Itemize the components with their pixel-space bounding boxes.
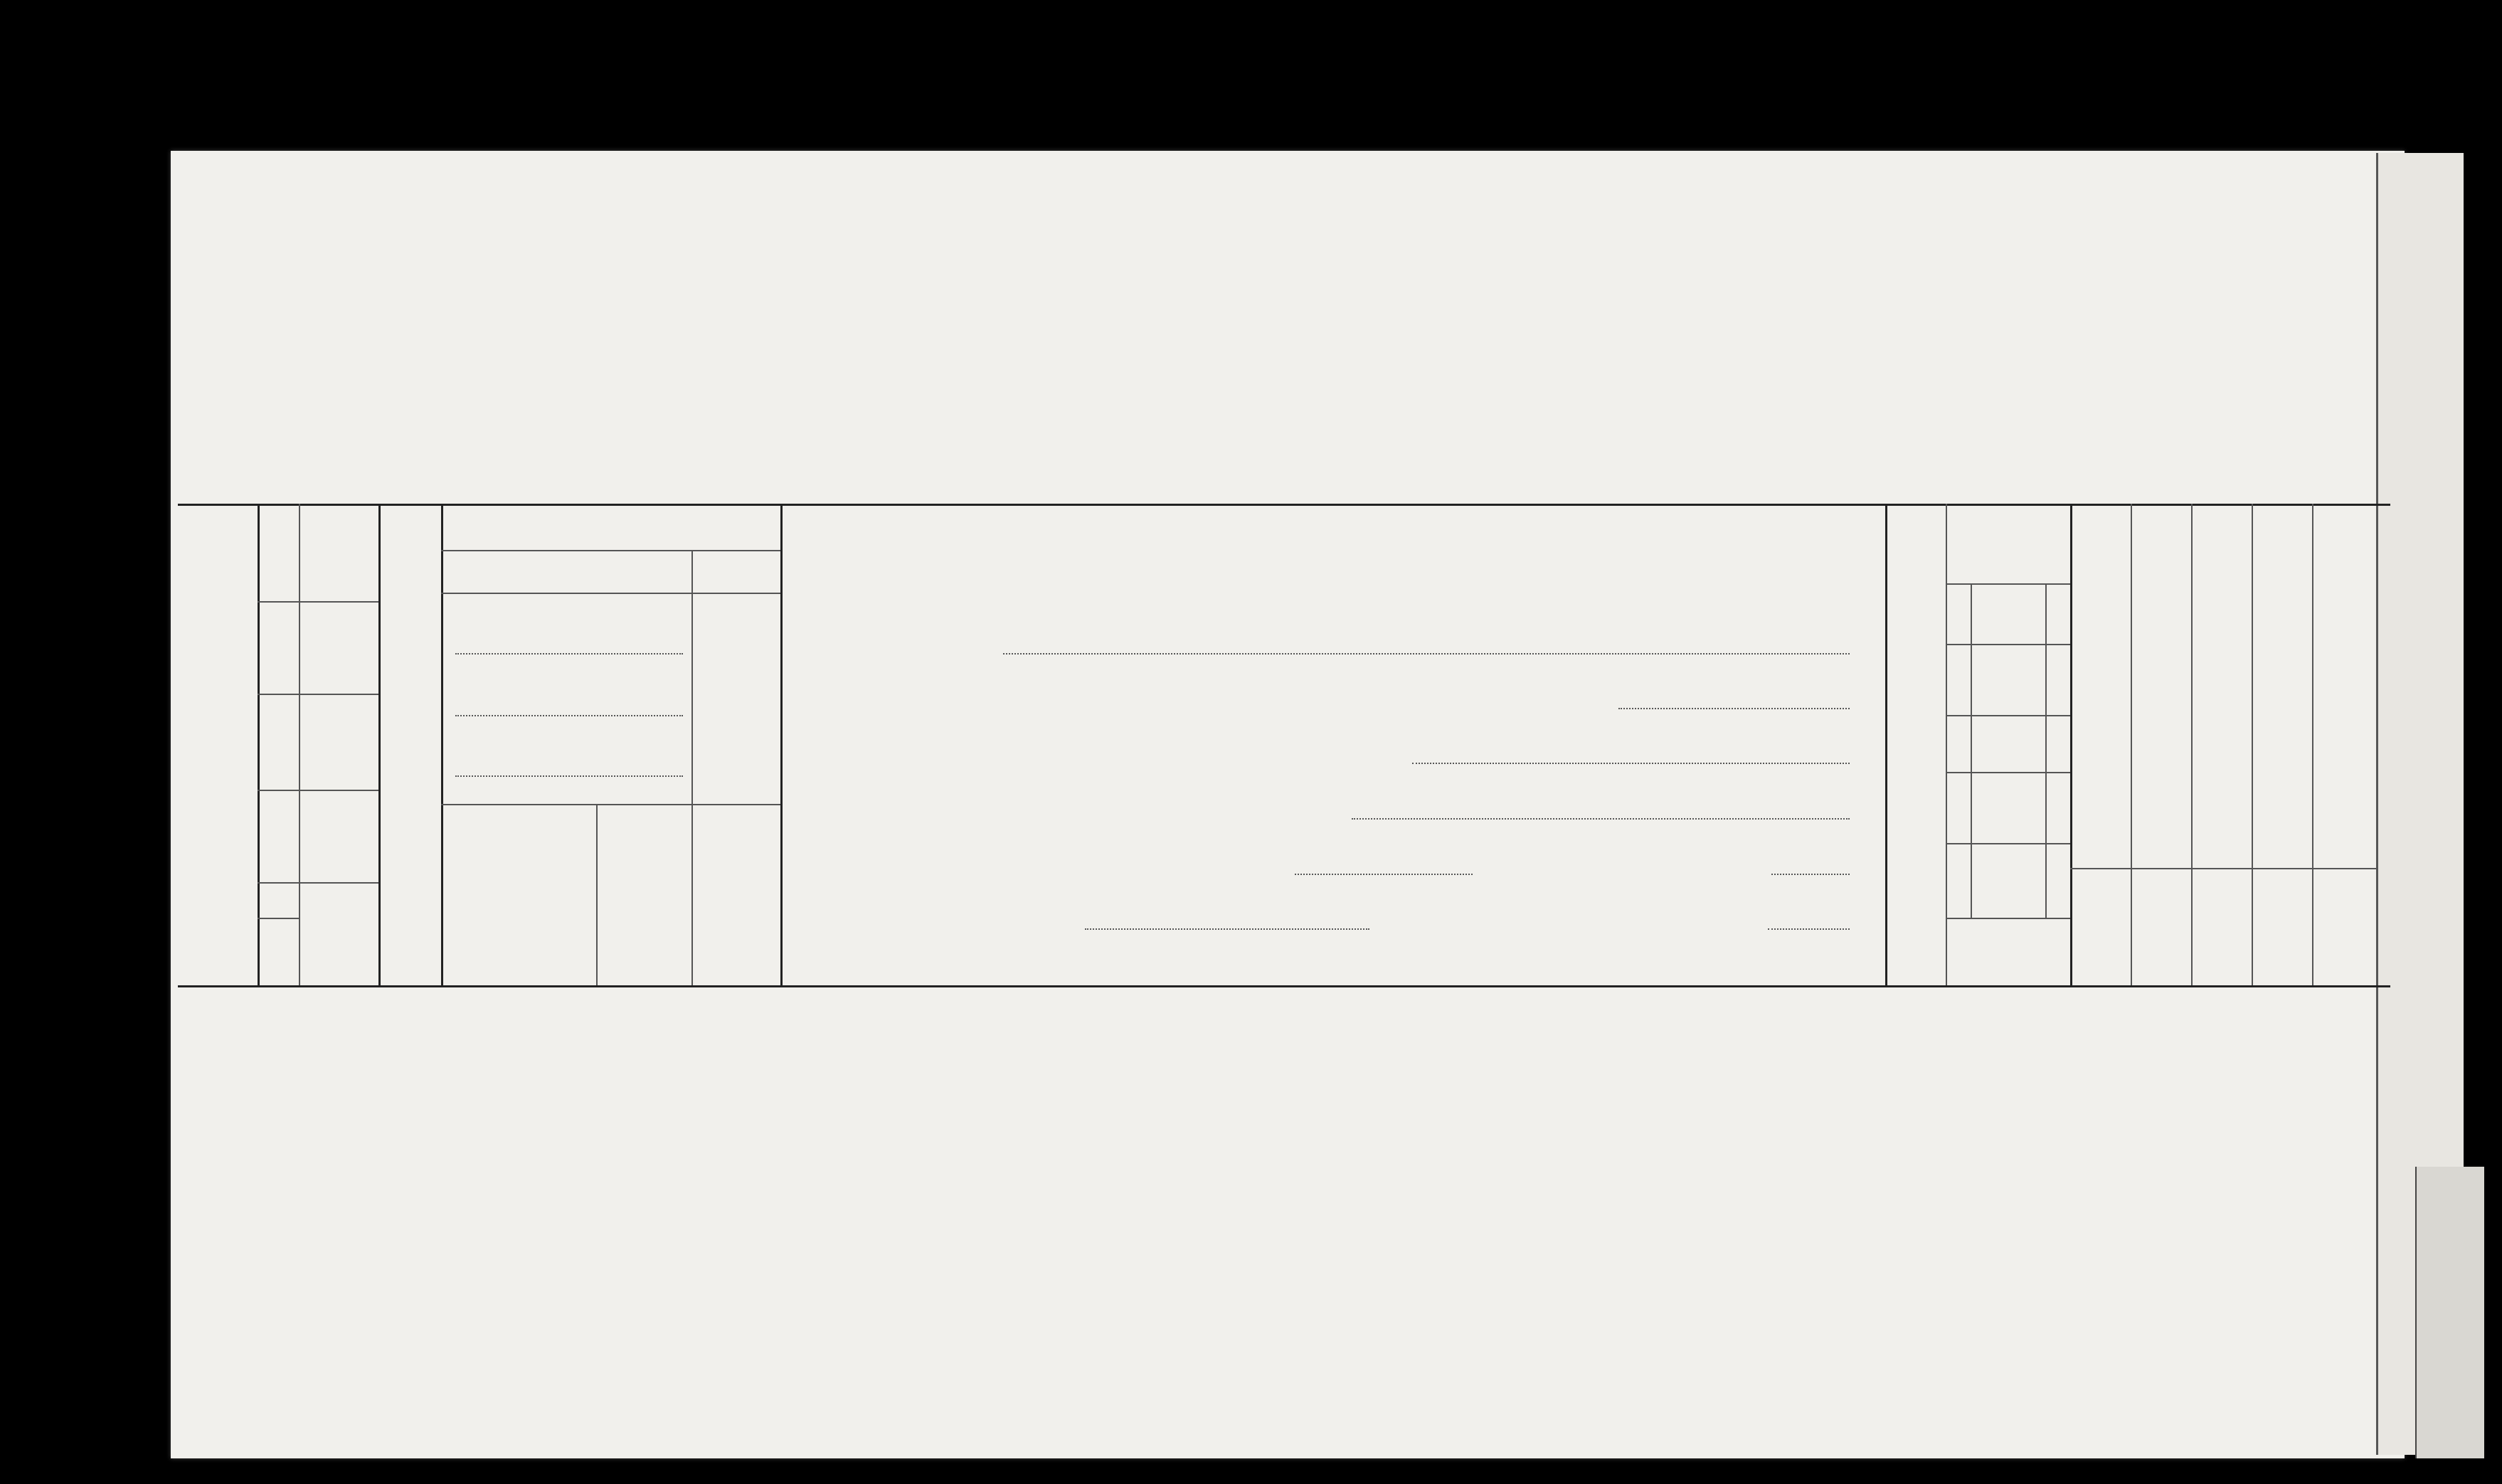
trade-title bbox=[442, 507, 780, 549]
trade-qty-header bbox=[694, 551, 779, 590]
trade-name-header bbox=[442, 551, 691, 590]
page-edge-lower bbox=[2415, 1167, 2484, 1458]
